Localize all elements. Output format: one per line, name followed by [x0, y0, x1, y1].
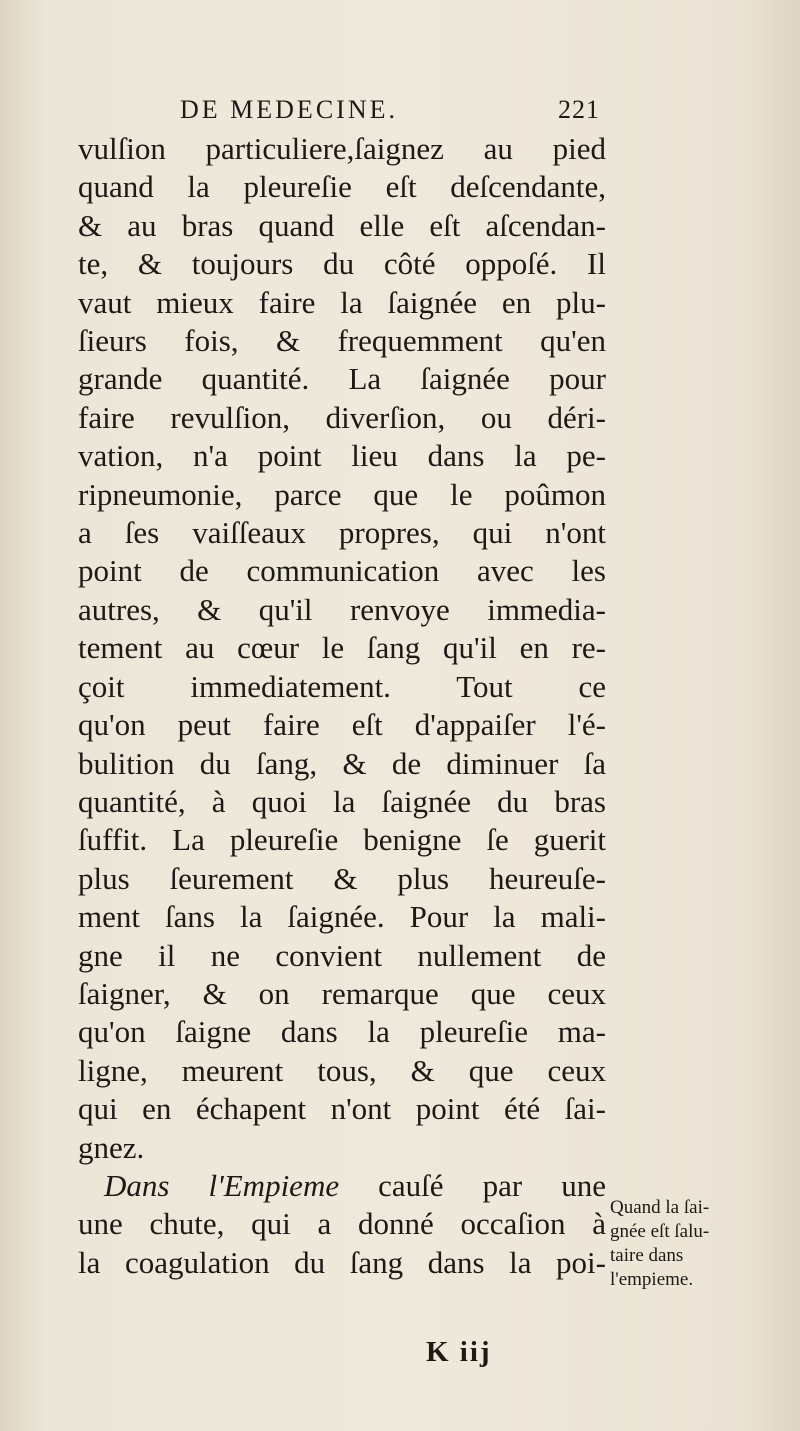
text-line: quand la pleureſie eſt deſcendante,: [78, 169, 606, 205]
text-line: vulſion particuliere,ſaignez au pied: [78, 131, 606, 166]
text-line: ripneumonie, parce que le poûmon: [78, 476, 606, 512]
body-text: [78, 130, 606, 1282]
signature-mark: K iij: [426, 1336, 492, 1368]
margin-note-line: l'empieme.: [610, 1269, 694, 1290]
page-number: 221: [558, 95, 600, 124]
text-line: ſuffit. La pleureſie benigne ſe guerit: [78, 822, 606, 858]
italic-lead: Dans l'Empieme: [104, 1167, 340, 1203]
text-line: qu'on peut faire eſt d'appaiſer l'é-: [78, 707, 606, 743]
text-line: qui en échapent n'ont point été ſai-: [78, 1091, 606, 1127]
text-line: gnez.: [78, 1129, 145, 1165]
paragraph-first-line: [78, 1167, 606, 1205]
text-line: vaut mieux faire la ſaignée en plu-: [78, 284, 606, 320]
text-line: faire revulſion, diverſion, ou déri-: [78, 399, 606, 435]
text-line: çoit immediatement. Tout ce: [78, 668, 606, 704]
text-line: ſieurs fois, & frequemment qu'en: [78, 323, 606, 359]
text-line: plus ſeurement & plus heureuſe-: [78, 860, 606, 896]
text-line: quantité, à quoi la ſaignée du bras: [78, 783, 606, 819]
text-line: & au bras quand elle eſt aſcendan-: [78, 207, 606, 243]
text-line: a ſes vaiſſeaux propres, qui n'ont: [78, 515, 606, 551]
margin-note-line: Quand la ſai-: [610, 1197, 710, 1218]
text-line: te, & toujours du côté oppoſé. Il: [78, 246, 606, 282]
margin-note-line: gnée eſt ſalu-: [610, 1221, 710, 1242]
running-head-title: DE MEDECINE.: [180, 95, 398, 124]
text-line: vation, n'a point lieu dans la pe-: [78, 438, 606, 474]
text-line: bulition du ſang, & de diminuer ſa: [78, 745, 606, 781]
text-line: ment ſans la ſaignée. Pour la mali-: [78, 899, 606, 935]
running-head: [180, 95, 600, 135]
text-line: point de communication avec les: [78, 553, 606, 589]
text-line: grande quantité. La ſaignée pour: [78, 361, 606, 397]
text-line: qu'on ſaigne dans la pleureſie ma-: [78, 1014, 606, 1050]
margin-note: [610, 1196, 740, 1292]
text-line: une chute, qui a donné occaſion à: [78, 1206, 606, 1242]
text-line: ligne, meurent tous, & que ceux: [78, 1052, 606, 1088]
text-line: la coagulation du ſang dans la poi-: [78, 1244, 606, 1280]
text-line: gne il ne convient nullement de: [78, 937, 606, 973]
text-line: ſaigner, & on remarque que ceux: [78, 975, 606, 1011]
text-line: tement au cœur le ſang qu'il en re-: [78, 630, 606, 666]
text-line: autres, & qu'il renvoye immedia-: [78, 591, 606, 627]
margin-note-line: taire dans: [610, 1245, 684, 1266]
text-fragment: cauſé par une: [378, 1167, 606, 1203]
